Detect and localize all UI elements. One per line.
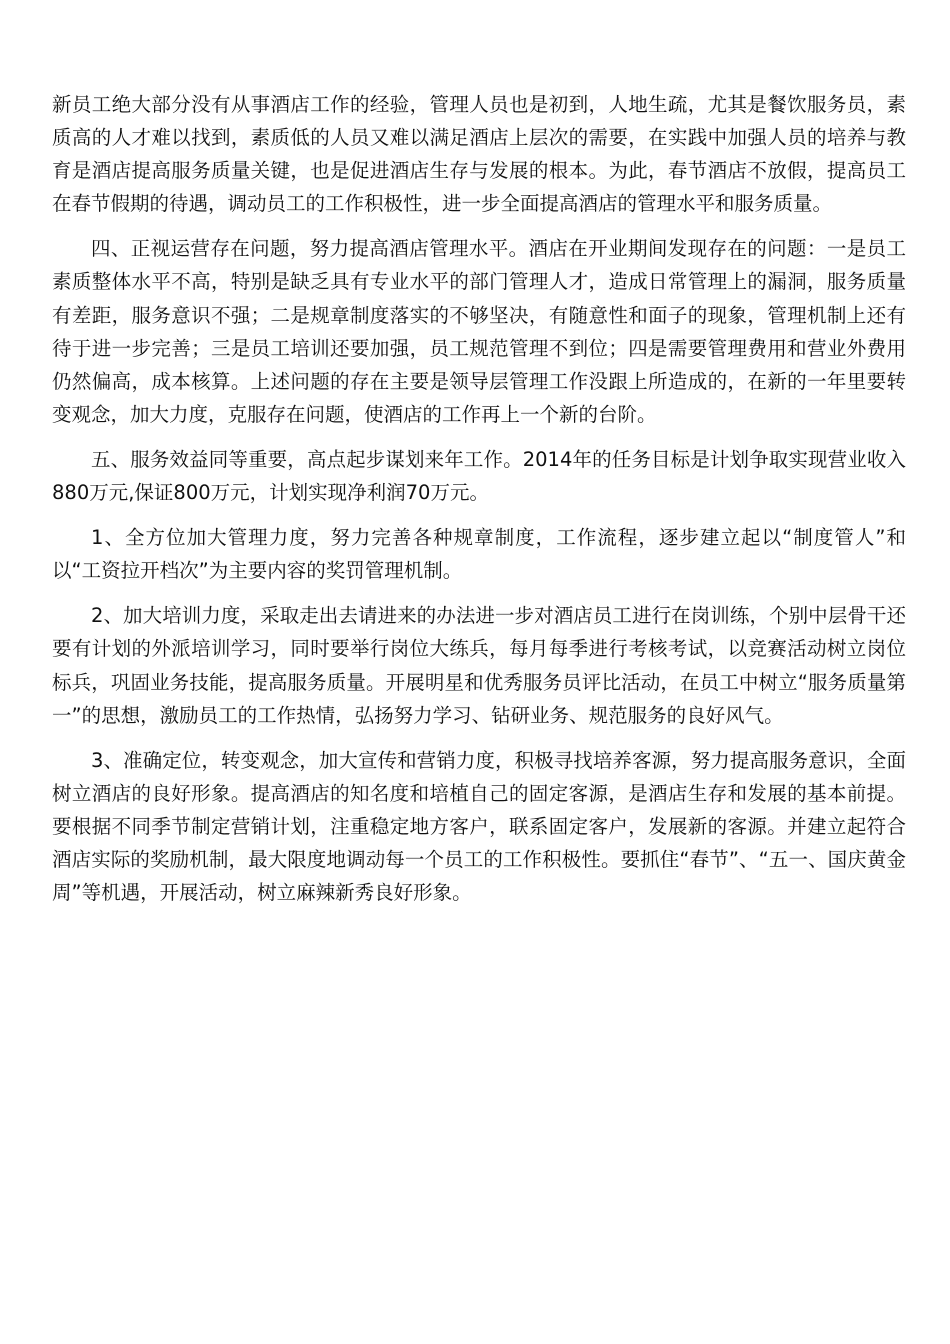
paragraph-item-3: 3、准确定位，转变观念，加大宣传和营销力度，积极寻找培养客源，努力提高服务意识，全面树立酒店的良好形象。提高酒店的知名度和培植自己的固定客源，是酒店生存和发展的基本前提。要根据不同季节制定营销计划，注重稳定地方客户，联系固定客户，发展新的客源。并建立起符合酒店实际的奖励机制，最大限度地调动每一个员工的工作积极性。要抓住“春节”、“五一、国庆黄金周”等机遇，开展活动，树立麻辣新秀良好形象。 <box>52 748 906 905</box>
document-page <box>52 88 906 921</box>
paragraph-item-2: 2、加大培训力度，采取走出去请进来的办法进一步对酒店员工进行在岗训练，个别中层骨干还要有计划的外派培训学习，同时要举行岗位大练兵，每月每季进行考核考试，以竞赛活动树立岗位标兵，巩固业务技能，提高服务质量。开展明星和优秀服务员评比活动，在员工中树立“服务质量第一”的思想，激励员工的工作热情，弘扬努力学习、钻研业务、规范服务的良好风气。 <box>52 604 906 727</box>
paragraph-item-1: 1、全方位加大管理力度，努力完善各种规章制度，工作流程，逐步建立起以“制度管人”和以“工资拉开档次”为主要内容的奖罚管理机制。 <box>52 526 906 583</box>
paragraph-continuation: 新员工绝大部分没有从事酒店工作的经验，管理人员也是初到，人地生疏，尤其是餐饮服务员，素质高的人才难以找到，素质低的人员又难以满足酒店上层次的需要，在实践中加强人员的培养与教育是酒店提高服务质量关键，也是促进酒店生存与发展的根本。为此，春节酒店不放假，提高员工在春节假期的待遇，调动员工的工作积极性，进一步全面提高酒店的管理水平和服务质量。 <box>52 93 906 216</box>
paragraph-section-five: 五、服务效益同等重要，高点起步谋划来年工作。2014年的任务目标是计划争取实现营业收入880万元,保证800万元，计划实现净利润70万元。 <box>52 447 906 505</box>
paragraph-section-four: 四、正视运营存在问题，努力提高酒店管理水平。酒店在开业期间发现存在的问题：一是员工素质整体水平不高，特别是缺乏具有专业水平的部门管理人才，造成日常管理上的漏洞，服务质量有差距，服务意识不强；二是规章制度落实的不够坚决，有随意性和面子的现象，管理机制上还有待于进一步完善；三是员工培训还要加强，员工规范管理不到位；四是需要管理费用和营业外费用仍然偏高，成本核算。上述问题的存在主要是领导层管理工作没跟上所造成的，在新的一年里要转变观念，加大力度，克服存在问题，使酒店的工作再上一个新的台阶。 <box>52 237 906 426</box>
